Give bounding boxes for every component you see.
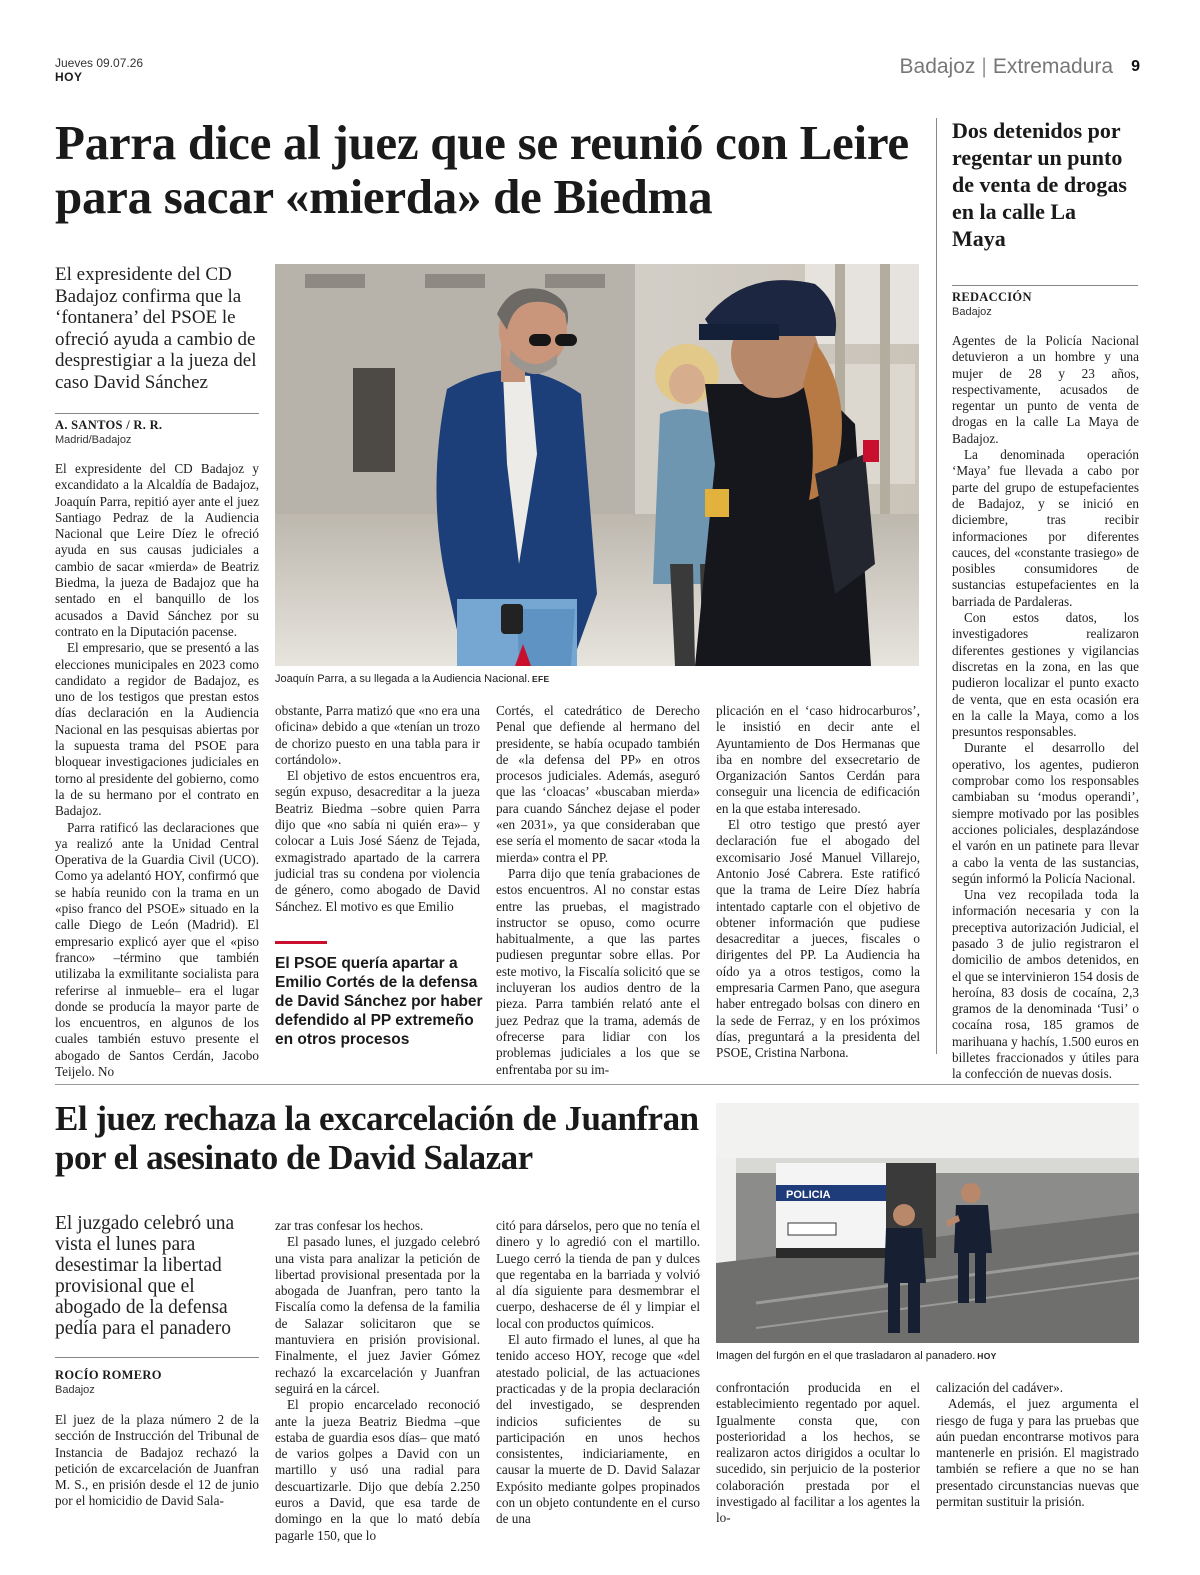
subsection-name: Extremadura: [992, 55, 1114, 78]
sidebar-paragraph: Con estos datos, los investigadores realizaron diferentes gestiones y vigilancias discretas en la zona, en las que pudieron localizar el punto exacto de venta, que en esta ocasión era en la calle la Maya, como a los presuntos responsables.: [952, 610, 1139, 740]
article2-photo: [716, 1103, 1139, 1343]
sidebar-paragraph: La denominada operación ‘Maya’ fue llevada a cabo por parte del grupo de estupefacientes de Badajoz, y se inició en diciembre, tras recibir informaciones por diferentes cauces, del «constante trasiego» de posibles consumidores de sustancias estupefacientes en la barriada de Pardaleras.: [952, 447, 1139, 609]
article2-col2-paragraph: zar tras confesar los hechos.: [275, 1218, 424, 1233]
sidebar-paragraph: Agentes de la Policía Nacional detuvieron a un hombre y una mujer de 28 y 23 años, respectivamente, acusados de regentar un punto de venta de drogas en la calle La Maya de Badajoz.: [952, 333, 1139, 446]
article2-caption-text: Imagen del furgón en el que trasladaron al panadero.: [716, 1350, 976, 1362]
publication-name: HOY: [55, 70, 83, 84]
article1-photo-credit: EFE: [532, 674, 550, 684]
article1-column-2: [275, 703, 480, 915]
article2-byline-rule: [55, 1357, 259, 1358]
article1-col3-paragraph: Cortés, el catedrático de Derecho Penal que defiende al hermano del presidente, se había ocupado también de «la defensa del PP» en otros procesos judiciales. Además, aseguró que las ‘cloacas’ «buscaban mierda» para cuando Sánchez dejase el poder «en 2031», ya que consideraban que ese sería el momento de sacar «toda la mierda» contra el PP.: [496, 703, 700, 865]
sidebar-paragraph: Una vez recopilada toda la información necesaria y con la preceptiva autorización Judicial, el pasado 3 de julio registraron el domicilio de ambos detenidos, en el que se intervinieron 154 dosis de heroína, 83 dosis de cocaína, 2,3 gramos de la denominada ‘Tusi’ o cocaína rosa, 185 gramos de marihuana y hachís, 1.500 euros en billetes fraccionados y útiles para la confección de nuevas dosis.: [952, 887, 1139, 1082]
joaquin-parra-photo: [275, 264, 919, 666]
article2-column-1: [55, 1412, 259, 1512]
article2-col3-paragraph: El auto firmado el lunes, al que ha tenido acceso HOY, recoge que «del atestado policial, de las actuaciones practicadas y de la propia declaración del investigado, se desprenden indicios suficientes de su participación en unos hechos consistentes, indiciariamente, en causar la muerte de D. David Salazar Expósito mediante golpes propinados con un objeto contundente en el curso de una: [496, 1332, 700, 1527]
article1-location: Madrid/Badajoz: [55, 434, 132, 446]
article2-headline: El juez rechaza la excarcelación de Juanfran por el asesinato de David Salazar: [55, 1099, 699, 1177]
article2-col4-paragraph: confrontación producida en el establecimiento regentado por aquel. Igualmente consta que, con posterioridad a los hechos, se realizaron actos dirigidos a ocultar lo sucedido, sin perjuicio de la posterior colaboración prestada por el investigado al facilitar a los agentes la lo-: [716, 1380, 920, 1526]
sidebar-byline-rule: [952, 285, 1138, 286]
article1-column-4: [716, 703, 920, 1060]
article1-byline: A. SANTOS / R. R.: [55, 418, 163, 432]
article2-photo-credit: HOY: [977, 1351, 997, 1361]
article1-col2-paragraph: obstante, Parra matizó que «no era una oficina» debido a que «tenían un trozo de chorizo puesto en una tabla para ir cortándolo».: [275, 703, 480, 767]
article2-col3-paragraph: citó para dárselos, pero que no tenía el dinero y lo agredió con el martillo. Luego cerró la tienda de pan y dulces que regentaba en la barriada y volvió al día siguiente para desmembrar el cuerpo, deshacerse de él y limpiar el local con productos químicos.: [496, 1218, 700, 1331]
article1-deck: El expresidente del CD Badajoz confirma que la ‘fontanera’ del PSOE le ofreció ayuda a cambio de desprestigiar a la jueza del caso David Sánchez: [55, 264, 257, 393]
issue-date: Jueves 09.07.26: [55, 56, 144, 70]
section-header: [900, 55, 1140, 79]
article1-byline-rule: [55, 413, 259, 414]
article2-deck: El juzgado celebró una vista el lunes para desestimar la libertad provisional que el abogado de la defensa pedía para el panadero: [55, 1213, 235, 1339]
article2-column-4: [716, 1380, 920, 1526]
section-separator: |: [981, 55, 987, 78]
article1-col3-paragraph: Parra dijo que tenía grabaciones de estos encuentros. Al no constar estas entre las pruebas, el magistrado instructor se opuso, como ocurre habitualmente, a que las partes pudiesen preguntar sobre ellas. Por este motivo, la Fiscalía solicitó que se incluyeran los audios dentro de la pieza. Parra también relató ante el juez Pedraz que la trama, además de ofrecerse para lidiar con los problemas judiciales a los que se enfrentaba por su im-: [496, 865, 700, 1077]
sidebar-paragraph: Durante el desarrollo del operativo, los agentes, pudieron comprobar como los responsables cambiaban su ‘modus operandi’, siempre motivado por las posibles acciones policiales, desplazándose el varón en un patinete para llevar a cabo la venta de las sustancias, según informó la Policía Nacional.: [952, 740, 1139, 886]
page-number: 9: [1131, 58, 1140, 75]
article2-col5-paragraph: Además, el juez argumenta el riesgo de fuga y para las pruebas que aún puedan encontrarse motivos para mantenerle en prisión. El magistrado también se refiere a que no se han presentado circunstancias nuevas que permitan sustituir la prisión.: [936, 1396, 1139, 1510]
article2-byline: ROCÍO ROMERO: [55, 1368, 162, 1382]
article1-col4-paragraph: El otro testigo que prestó ayer declaración fue el abogado del excomisario José Manuel Villarejo, Antonio José Cabrera. Este ratificó que la trama de Leire Díez habría intentado captarle con el objetivo de obtener información que pudiese desacreditar a jueces, fiscales o dirigentes del PP. La Audiencia ha oído ya a otros testigos, como la empresaria Carmen Pano, que asegura haber entregado bolsas con dinero en la sede de Ferraz, y en los próximos días, preguntará a la presidenta del PSOE, Cristina Narbona.: [716, 817, 920, 1061]
section-name: Badajoz: [899, 55, 976, 78]
article2-col5-paragraph: calización del cadáver».: [936, 1380, 1064, 1395]
article1-col1-paragraph: Parra ratificó las declaraciones que ya realizó ante la Unidad Central Operativa de la Guardia Civil (UCO). Como ya adelantó HOY, confirmó que se había reunido con la trama en un «piso franco del PSOE» situado en la calle Diego de León (Madrid). El empresario explicó ayer que el «piso franco» –término que también utilizaba la exmilitante socialista para referirse al inmueble– era el lugar donde se producía la mayor parte de los encuentros, en algunos de los cuales también estuvo presente el abogado de Santos Cerdán, Jacobo Teijelo. No: [55, 819, 259, 1079]
article1-col2-paragraph: El objetivo de estos encuentros era, según expuso, desacreditar a la jueza Beatriz Biedma –sobre quien Parra dijo que «no sabía ni quién era»– y colocar a Luis José Sáenz de Tejada, exmagistrado apartado de la carrera judicial tras su condena por violencia de género, como abogado de David Sánchez. El motivo es que Emilio: [275, 768, 480, 914]
article1-col1-paragraph: El empresario, que se presentó a las elecciones municipales en 2023 como candidato a regidor de Badajoz, es uno de los testigos que prestan estos días declaración en la Audiencia Nacional en las pesquisas abiertas por la supuesta trama del PSOE para bloquear investigaciones judiciales en torno al presidente del gobierno, como la de su hermano por el contrato en Badajoz.: [55, 640, 259, 819]
article2-column-2: [275, 1218, 480, 1543]
article1-column-1: [55, 461, 259, 1079]
article2-photo-caption: [716, 1350, 1139, 1363]
article1-photo-caption: [275, 673, 915, 686]
sidebar-body: [952, 333, 1139, 1082]
article2-location: Badajoz: [55, 1384, 95, 1396]
pull-quote-accent: [275, 941, 327, 944]
article1-column-3: [496, 703, 700, 1077]
article2-column-3: [496, 1218, 700, 1527]
article2-col1-paragraph: El juez de la plaza número 2 de la sección de Instrucción del Tribunal de Instancia de Badajoz rechazó la petición de excarcelación de Juanfran M. S., en prisión desde el 12 de junio por el homicidio de David Sala-: [55, 1412, 259, 1509]
sidebar-headline: Dos detenidos por regentar un punto de venta de drogas en la calle La Maya: [952, 118, 1127, 251]
sidebar-location: Badajoz: [952, 306, 992, 318]
article1-col1-paragraph: El expresidente del CD Badajoz y excandidato a la Alcaldía de Badajoz, Joaquín Parra, repitió ayer ante el juez Santiago Pedraz de la Audiencia Nacional que Leire Díez le ofreció ayuda en sus causas judiciales a cambio de sacar «mierda» de Beatriz Biedma, la jueza de Badajoz que ha sentado en el banquillo de los acusados a David Sánchez por su contrato en la Diputación pacense.: [55, 461, 259, 639]
article2-col2-paragraph: El propio encarcelado reconoció ante la jueza Beatriz Biedma –que estaba de guardia esos días– que mató de varios golpes a David con un martillo y usó una radial para descuartizarle. Dijo que debía 2.250 euros a David, que esa tarde de domingo en la que lo mató debía pagarle 150, que lo: [275, 1397, 480, 1543]
article2-column-5: [936, 1380, 1139, 1515]
article1-col4-paragraph: plicación en el ‘caso hidrocarburos’, le insistió en decir ante el Ayuntamiento de Dos Hermanas que iba en nombre del exsecretario de Organización Santos Cerdán para conseguir una licencia de edificación en la que estaba interesado.: [716, 703, 920, 816]
section-divider: [55, 1084, 1139, 1085]
article1-headline: Parra dice al juez que se reunió con Leire para sacar «mierda» de Biedma: [55, 115, 909, 224]
sidebar-byline: REDACCIÓN: [952, 290, 1032, 304]
article1-caption-text: Joaquín Parra, a su llegada a la Audiencia Nacional.: [275, 673, 531, 685]
article1-pull-quote: El PSOE quería apartar a Emilio Cortés de la defensa de David Sánchez por haber defendido al PP extremeño en otros procesos: [275, 955, 483, 1048]
van-police-text: POLICIA: [786, 1189, 831, 1201]
police-van-photo: [716, 1103, 1139, 1343]
article2-col2-paragraph: El pasado lunes, el juzgado celebró una vista para analizar la petición de libertad provisional presentada por la abogada de Juanfran, pero tanto la Fiscalía como la defensa de la familia de Salazar solicitaron que se mantuviera en prisión provisional. Finalmente, el juez Javier Gómez rechazó la excarcelación y Juanfran seguirá en la cárcel.: [275, 1234, 480, 1396]
article1-photo: [275, 264, 919, 666]
sidebar-divider: [936, 118, 937, 1054]
